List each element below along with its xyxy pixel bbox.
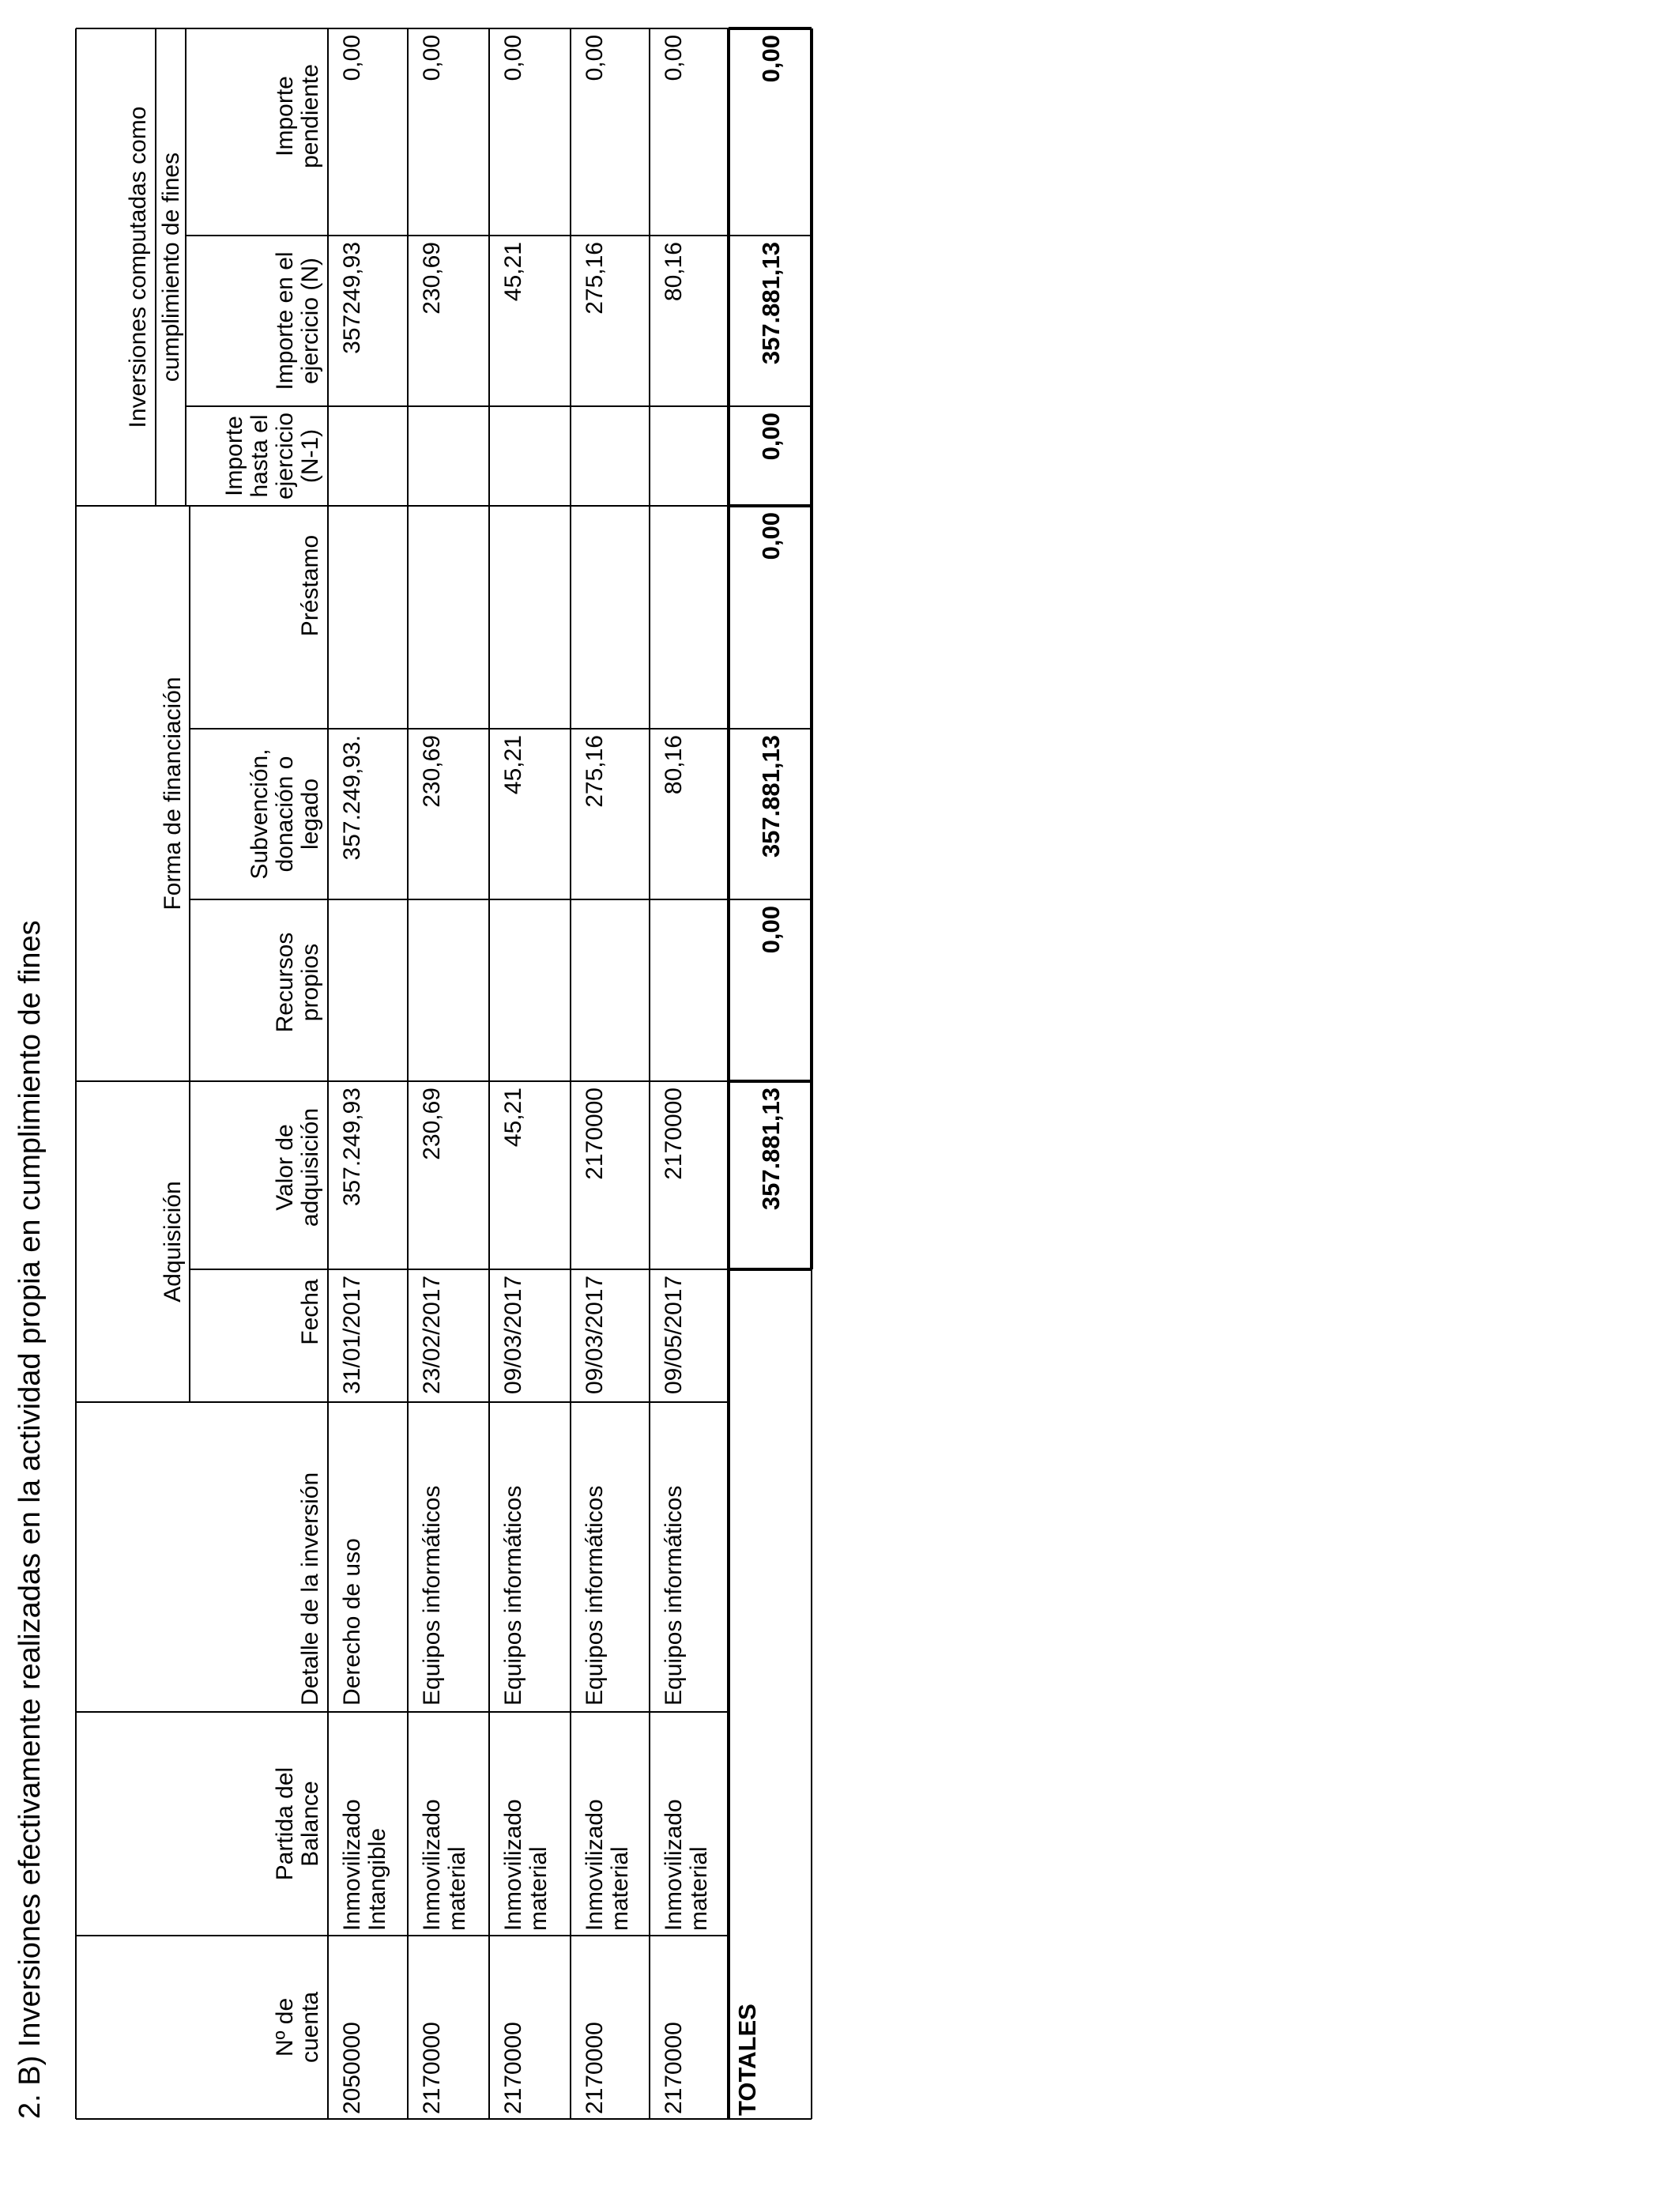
totals-pendiente: 0,00	[757, 35, 785, 83]
totals-hasta: 0,00	[757, 413, 785, 461]
header-cuenta: cuenta	[297, 1991, 323, 2064]
cell-fecha: 23/02/2017	[419, 1275, 445, 1394]
cell-cuenta: 2050000	[339, 2022, 365, 2114]
header-prestamo: Préstamo	[297, 534, 323, 637]
header-valor: adquisición	[297, 1107, 323, 1227]
cell-ejercicio: 275,16	[582, 242, 608, 315]
header-partida: Balance	[297, 1781, 323, 1867]
totals-label: TOTALES	[733, 2004, 761, 2116]
cell-fecha: 09/03/2017	[500, 1275, 526, 1394]
cell-detalle: Equipos informáticos	[661, 1485, 687, 1706]
cell-partida: Inmovilizado	[582, 1799, 608, 1931]
cell-partida: Intangible	[364, 1827, 390, 1931]
cell-fecha: 31/01/2017	[339, 1275, 365, 1394]
cell-valor: 2170000	[582, 1088, 608, 1180]
cell-ejercicio: 80,16	[661, 242, 687, 302]
header-hasta: hasta el	[247, 414, 273, 498]
header-recursos: Recursos	[272, 932, 298, 1033]
cell-partida: Inmovilizado	[661, 1799, 687, 1931]
header-detalle: Detalle de la inversión	[297, 1472, 323, 1706]
totals-prestamo: 0,00	[757, 512, 785, 560]
cell-pendiente: 0,00	[661, 35, 687, 81]
cell-pendiente: 0,00	[339, 35, 365, 81]
cell-partida: Inmovilizado	[419, 1799, 445, 1931]
cell-subvencion: 80,16	[661, 735, 687, 795]
cell-subvencion: 230,69	[419, 735, 445, 808]
cell-partida: material	[444, 1846, 470, 1931]
document-title: 2. B) Inversiones efectivamente realizadas en la actividad propia en cumplimiento de fines	[13, 920, 47, 2119]
totals-valor: 357.881,13	[757, 1088, 785, 1211]
header-ejercicio: Importe en el	[272, 251, 298, 390]
cell-valor: 230,69	[419, 1088, 445, 1160]
cell-detalle: Equipos informáticos	[500, 1485, 526, 1706]
cell-partida: material	[607, 1846, 633, 1931]
header-subvencion: Subvención,	[247, 748, 273, 880]
cell-valor: 45,21	[500, 1088, 526, 1148]
totals-subvencion: 357.881,13	[757, 735, 785, 858]
group-header-financiacion: Forma de financiación	[160, 677, 186, 910]
cell-valor: 2170000	[661, 1088, 687, 1180]
header-ejercicio: ejercicio (N)	[297, 257, 323, 385]
cell-detalle: Derecho de uso	[339, 1538, 365, 1706]
cell-partida: material	[686, 1846, 712, 1931]
cell-subvencion: 275,16	[582, 735, 608, 808]
cell-cuenta: 2170000	[419, 2022, 445, 2114]
cell-partida: Inmovilizado	[500, 1799, 526, 1931]
cell-subvencion: 357.249,93.	[339, 735, 365, 861]
cell-partida: material	[525, 1846, 552, 1931]
cell-fecha: 09/03/2017	[582, 1275, 608, 1394]
cell-ejercicio: 230,69	[419, 242, 445, 315]
header-pendiente: Importe	[272, 76, 298, 156]
header-hasta: ejercicio	[272, 412, 298, 500]
header-hasta: Importe	[221, 416, 247, 496]
cell-partida: Inmovilizado	[339, 1799, 365, 1931]
group-header-computadas-1: Inversiones computadas como	[125, 106, 151, 428]
cell-pendiente: 0,00	[582, 35, 608, 81]
group-header-adquisicion: Adquisición	[160, 1181, 186, 1303]
totals-ejercicio: 357.881,13	[757, 242, 785, 365]
cell-pendiente: 0,00	[419, 35, 445, 81]
cell-detalle: Equipos informáticos	[582, 1485, 608, 1706]
cell-cuenta: 2170000	[500, 2022, 526, 2114]
header-valor: Valor de	[272, 1124, 298, 1211]
header-cuenta: Nº de	[272, 1997, 298, 2057]
cell-ejercicio: 45,21	[500, 242, 526, 302]
cell-detalle: Equipos informáticos	[419, 1485, 445, 1706]
header-pendiente: pendiente	[297, 64, 323, 168]
header-subvencion: legado	[297, 778, 323, 850]
cell-valor: 357.249,93	[339, 1088, 365, 1207]
cell-cuenta: 2170000	[661, 2022, 687, 2114]
header-subvencion: donación o	[272, 756, 298, 873]
cell-fecha: 09/05/2017	[661, 1275, 687, 1394]
header-fecha: Fecha	[297, 1279, 323, 1345]
header-hasta: (N-1)	[297, 428, 323, 484]
cell-ejercicio: 357249,93	[339, 242, 365, 354]
cell-pendiente: 0,00	[500, 35, 526, 81]
group-header-computadas-2: cumplimiento de fines	[158, 152, 184, 383]
cell-cuenta: 2170000	[582, 2022, 608, 2114]
cell-subvencion: 45,21	[500, 735, 526, 795]
totals-recursos: 0,00	[757, 906, 785, 954]
header-partida: Partida del	[272, 1766, 298, 1881]
header-recursos: propios	[297, 943, 323, 1022]
